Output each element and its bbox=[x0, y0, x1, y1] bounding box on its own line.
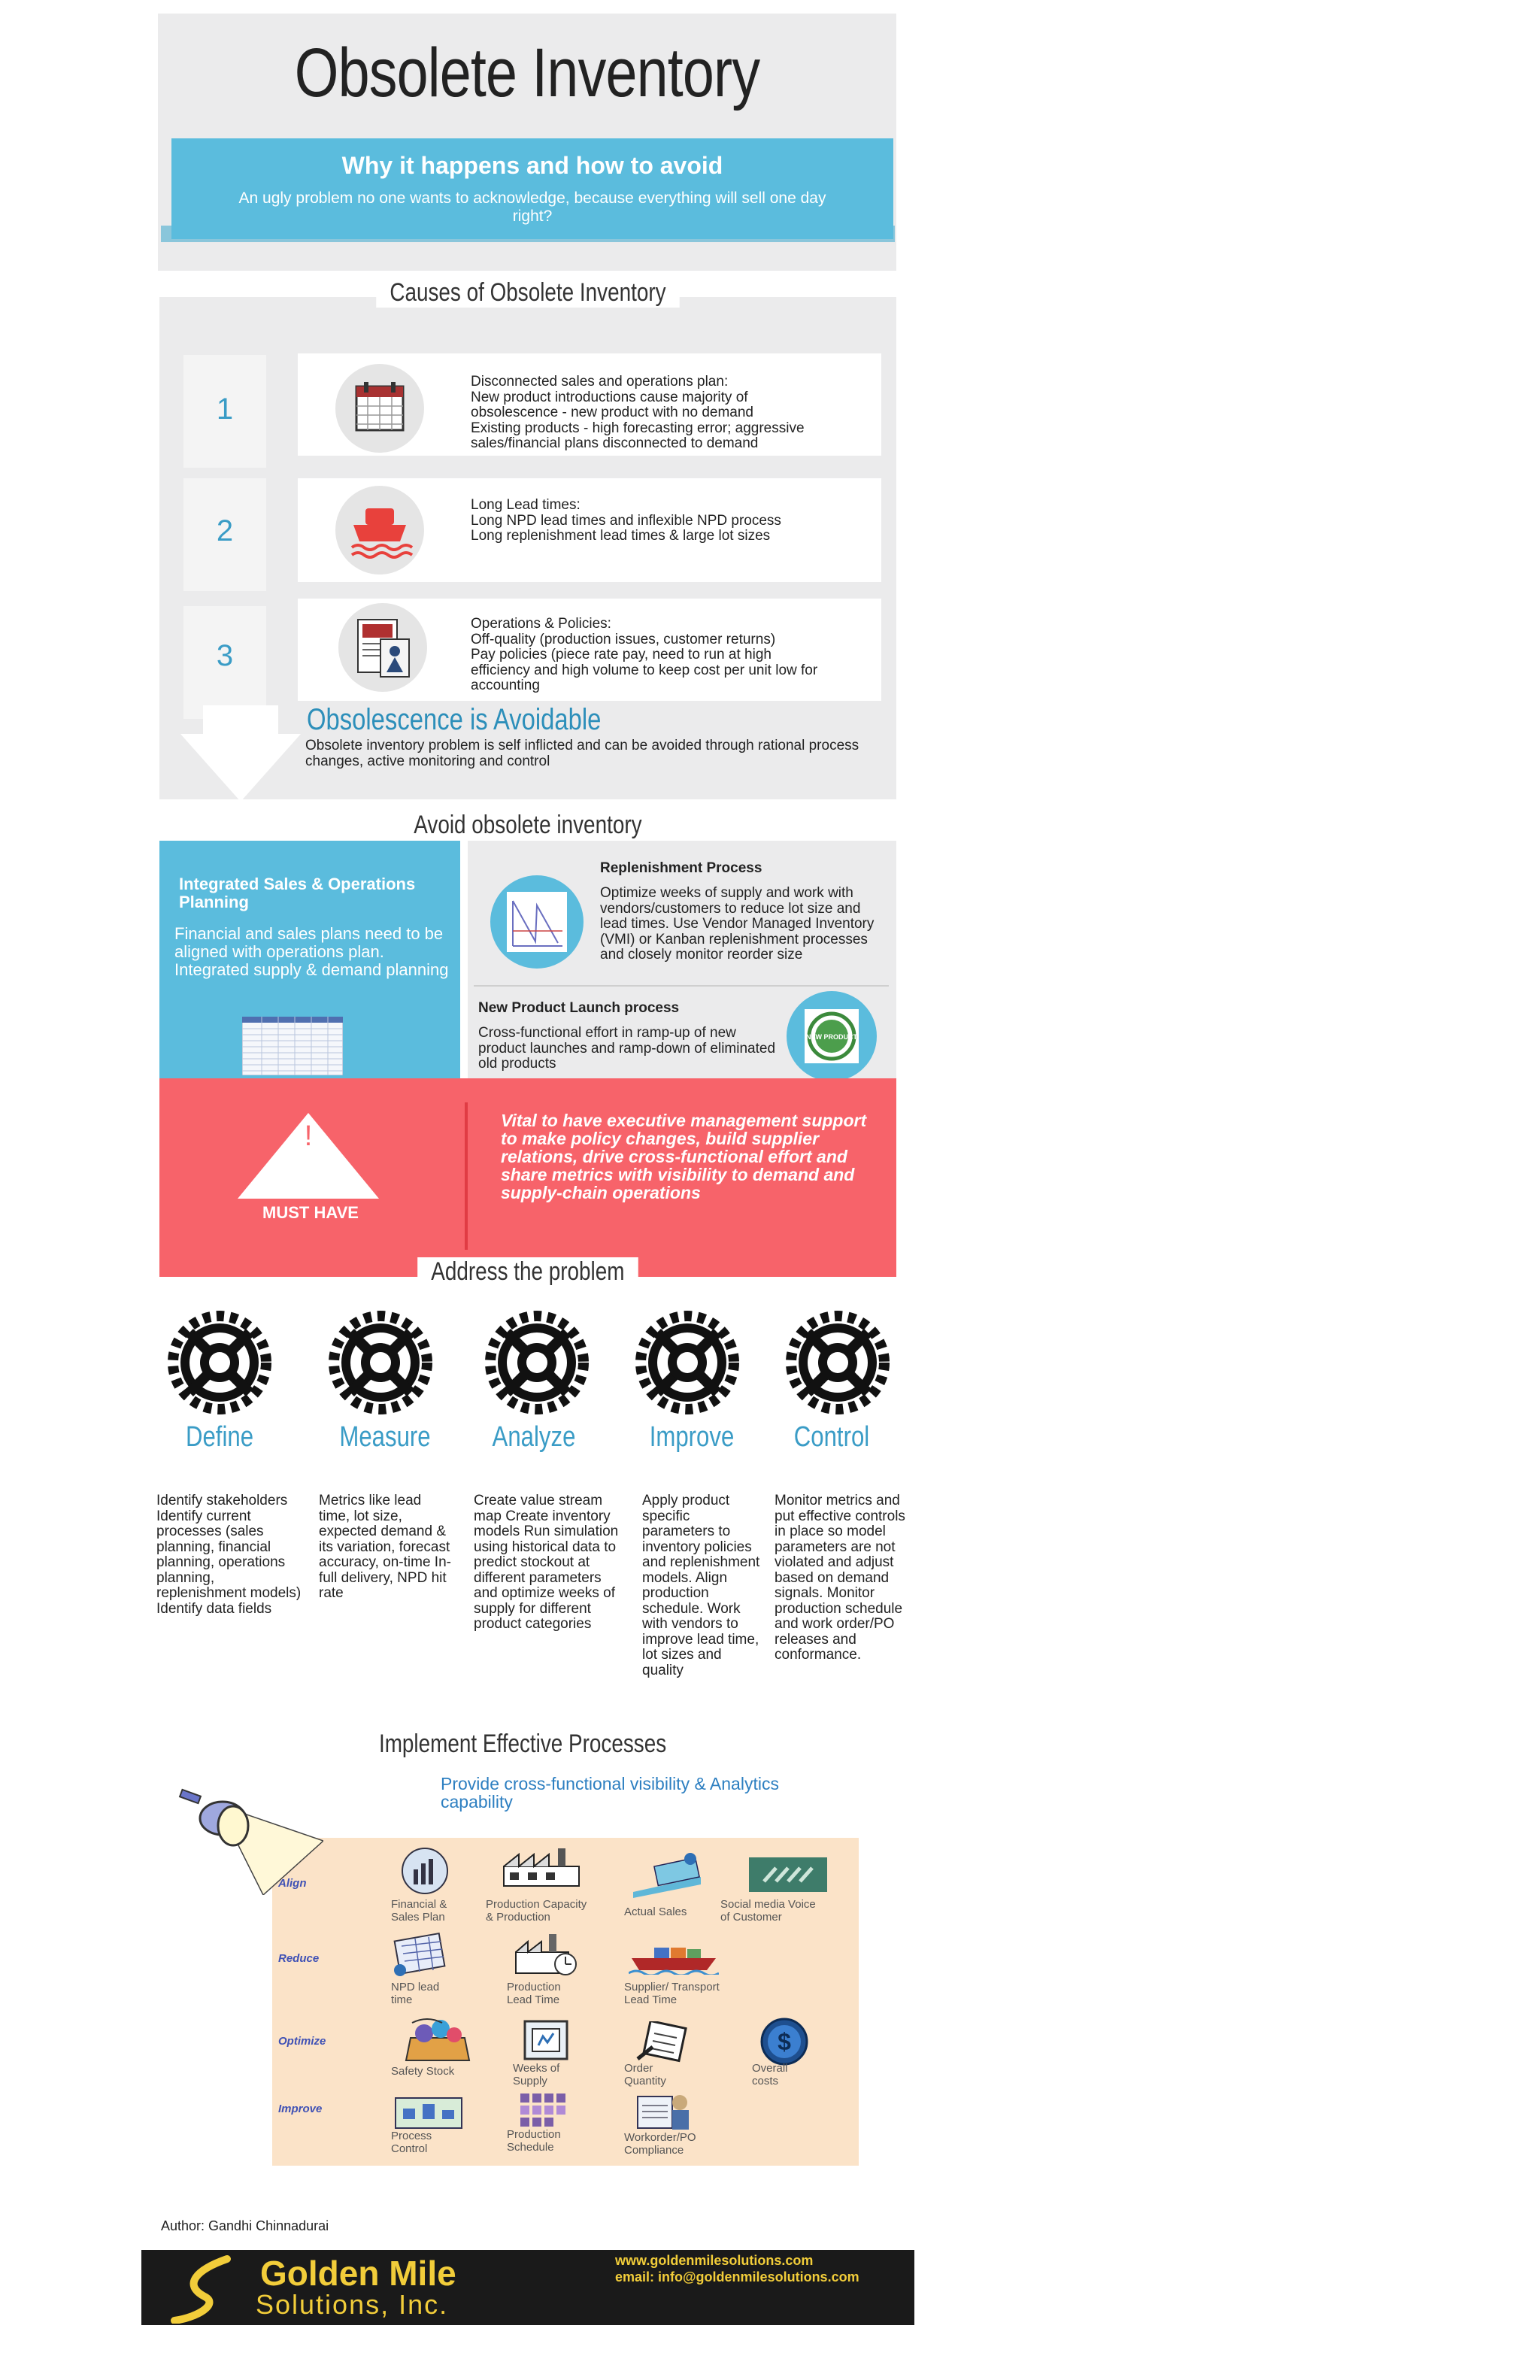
phase-label-improve: Improve bbox=[649, 1421, 735, 1453]
cause-text: Long Lead times: Long NPD lead times and inflexible NPD process Long replenishment lead times & large lot sizes bbox=[471, 497, 781, 544]
author-credit: Author: Gandhi Chinnadurai bbox=[161, 2218, 329, 2233]
banner-title: Why it happens and how to avoid bbox=[341, 152, 723, 179]
phase-text-analyze: Create value stream map Create inventory models Run simulation using historical data to predict stockout at different parameters and optimize weeks of supply for different product categories bbox=[474, 1493, 619, 1632]
implement-title-wrap bbox=[286, 1730, 759, 1759]
implement-section-title: Implement Effective Processes bbox=[378, 1730, 667, 1758]
avoid-section-title: Avoid obsolete inventory bbox=[400, 811, 655, 840]
replenishment-title: Replenishment Process bbox=[600, 860, 762, 876]
phase-label-control: Control bbox=[793, 1421, 870, 1453]
row-label-improve: Improve bbox=[278, 2103, 323, 2115]
implement-subtitle: Provide cross-functional visibility & Analytics capability bbox=[441, 1774, 779, 1812]
production-schedule-icon bbox=[517, 2090, 570, 2133]
item-label: Process Control bbox=[391, 2130, 432, 2155]
phase-text-control: Monitor metrics and put effective controls in place so model parameters are not violated and adjust based on demand signals. Monitor production schedule and work order/PO releases and conformance. bbox=[775, 1493, 905, 1663]
actual-sales-icon bbox=[626, 1847, 708, 1903]
address-title-wrap bbox=[159, 1257, 896, 1287]
cause-icon-circle bbox=[335, 364, 424, 453]
social-media-icon bbox=[749, 1856, 827, 1899]
phase-label-analyze: Analyze bbox=[492, 1421, 576, 1453]
cause-number: 2 bbox=[216, 514, 234, 547]
page-title: Obsolete Inventory bbox=[294, 35, 760, 111]
define-gear-icon bbox=[173, 1316, 266, 1409]
workorder-compliance-icon bbox=[635, 2086, 695, 2136]
causes-section-title: Causes of Obsolete Inventory bbox=[376, 278, 679, 308]
replenishment-text: Optimize weeks of supply and work with vendors/customers to reduce lot size and lead times. Use Vendor Managed Inventory (VMI) or Kanban replenishment processes and closely monitor reorder size bbox=[600, 885, 875, 963]
item-label: Actual Sales bbox=[624, 1906, 687, 1918]
item-label: Weeks of Supply bbox=[513, 2062, 560, 2087]
item-label: Financial & Sales Plan bbox=[391, 1898, 447, 1924]
warning-exclamation: ! bbox=[304, 1120, 313, 1152]
npl-title: New Product Launch process bbox=[478, 1000, 680, 1016]
control-gear-icon bbox=[791, 1316, 884, 1409]
safety-stock-icon bbox=[402, 2015, 474, 2069]
item-label: Safety Stock bbox=[391, 2065, 455, 2078]
financial-plan-icon bbox=[393, 1847, 457, 1900]
policy-document-icon bbox=[338, 603, 427, 692]
replenishment-icon-circle bbox=[490, 875, 584, 969]
item-label: Order Quantity bbox=[624, 2062, 666, 2087]
cause-icon-circle bbox=[335, 486, 424, 575]
item-label: Production Lead Time bbox=[507, 1981, 561, 2006]
badge-text: NEW PRODUCT bbox=[806, 1033, 857, 1041]
replenishment-chart-icon bbox=[490, 875, 584, 969]
calendar-icon bbox=[335, 364, 424, 453]
avoidable-text: Obsolete inventory problem is self inflicted and can be avoided through rational process changes, active monitoring and control bbox=[305, 738, 859, 769]
cause-number: 3 bbox=[216, 639, 234, 672]
weeks-of-supply-icon bbox=[523, 2020, 568, 2064]
analyze-gear-icon bbox=[490, 1316, 584, 1409]
item-label: NPD lead time bbox=[391, 1981, 440, 2006]
isop-title: Integrated Sales & Operations Planning bbox=[179, 875, 416, 911]
divider bbox=[474, 985, 889, 987]
down-arrow-icon bbox=[180, 734, 301, 802]
item-label: Supplier/ Transport Lead Time bbox=[624, 1981, 720, 2006]
item-label: Production Schedule bbox=[507, 2128, 561, 2154]
improve-gear-icon bbox=[641, 1316, 734, 1409]
item-label: Production Capacity & Production bbox=[486, 1898, 587, 1924]
npd-lead-time-icon bbox=[388, 1930, 451, 1983]
production-lead-time-icon bbox=[511, 1930, 579, 1983]
company-website[interactable]: www.goldenmilesolutions.com bbox=[615, 2253, 814, 2268]
gears-row bbox=[150, 1307, 910, 1427]
item-label: Overall costs bbox=[752, 2062, 788, 2087]
company-email[interactable]: email: info@goldenmilesolutions.com bbox=[615, 2269, 859, 2284]
causes-title-wrap bbox=[159, 278, 896, 308]
cause-number: 1 bbox=[216, 393, 234, 426]
cause-text: Disconnected sales and operations plan: New product introductions cause majority of obsolescence - new product with no demand Existing products - high forecasting error; aggressive sales/financial plans disconnected to demand bbox=[471, 374, 805, 451]
production-capacity-icon bbox=[499, 1844, 587, 1897]
measure-gear-icon bbox=[334, 1316, 427, 1409]
address-section-title: Address the problem bbox=[417, 1257, 638, 1287]
avoidable-title: Obsolescence is Avoidable bbox=[307, 703, 602, 736]
npl-icon-circle bbox=[787, 991, 877, 1081]
transport-lead-time-icon bbox=[629, 1940, 719, 1978]
company-name: Golden Mile bbox=[260, 2254, 456, 2293]
phase-text-define: Identify stakeholders Identify current processes (sales planning, financial planning, operations planning, replenishment models) Identify data fields bbox=[156, 1493, 302, 1617]
phase-label-define: Define bbox=[185, 1421, 254, 1453]
phase-text-improve: Apply product specific parameters to inventory policies and replenishment models. Align production schedule. Work with vendors to improve lead time, lot sizes and quality bbox=[642, 1493, 760, 1678]
phase-label-measure: Measure bbox=[339, 1421, 431, 1453]
svg-text:$: $ bbox=[778, 2028, 791, 2055]
must-have-divider bbox=[465, 1102, 468, 1250]
item-label: Social media Voice of Customer bbox=[720, 1898, 816, 1924]
spreadsheet-icon bbox=[242, 1017, 343, 1079]
avoid-title-wrap bbox=[159, 811, 896, 840]
banner-subtitle: An ugly problem no one wants to acknowledge, because everything will sell one day right? bbox=[238, 189, 826, 225]
isop-text: Financial and sales plans need to be aligned with operations plan. Integrated supply & demand planning bbox=[174, 924, 449, 979]
npl-text: Cross-functional effort in ramp-up of new product launches and ramp-down of eliminated old products bbox=[478, 1025, 776, 1072]
must-have-label: MUST HAVE bbox=[262, 1203, 359, 1222]
ship-icon bbox=[335, 486, 424, 575]
swoosh-logo-icon bbox=[167, 2254, 242, 2327]
arrow-stem bbox=[203, 705, 278, 735]
order-quantity-icon bbox=[635, 2021, 692, 2067]
phase-text-measure: Metrics like lead time, lot size, expected demand & its variation, forecast accuracy, on-time In-full delivery, NPD hit rate bbox=[319, 1493, 451, 1601]
item-label: Workorder/PO Compliance bbox=[624, 2131, 696, 2157]
row-label-align: Align bbox=[278, 1877, 307, 1890]
cause-icon-circle bbox=[338, 603, 427, 692]
company-name-line2: Solutions, Inc. bbox=[256, 2289, 449, 2320]
cause-text: Operations & Policies: Off-quality (production issues, customer returns) Pay policies (piece rate pay, need to run at high efficiency and high volume to keep cost per unit low for accounting bbox=[471, 616, 818, 693]
new-product-badge-icon bbox=[787, 991, 877, 1081]
must-have-text: Vital to have executive management support to make policy changes, build supplier relations, drive cross-functional effort and share metrics with visibility to demand and supply-chain operations bbox=[501, 1111, 867, 1202]
row-label-optimize: Optimize bbox=[278, 2035, 326, 2048]
row-label-reduce: Reduce bbox=[278, 1952, 320, 1965]
